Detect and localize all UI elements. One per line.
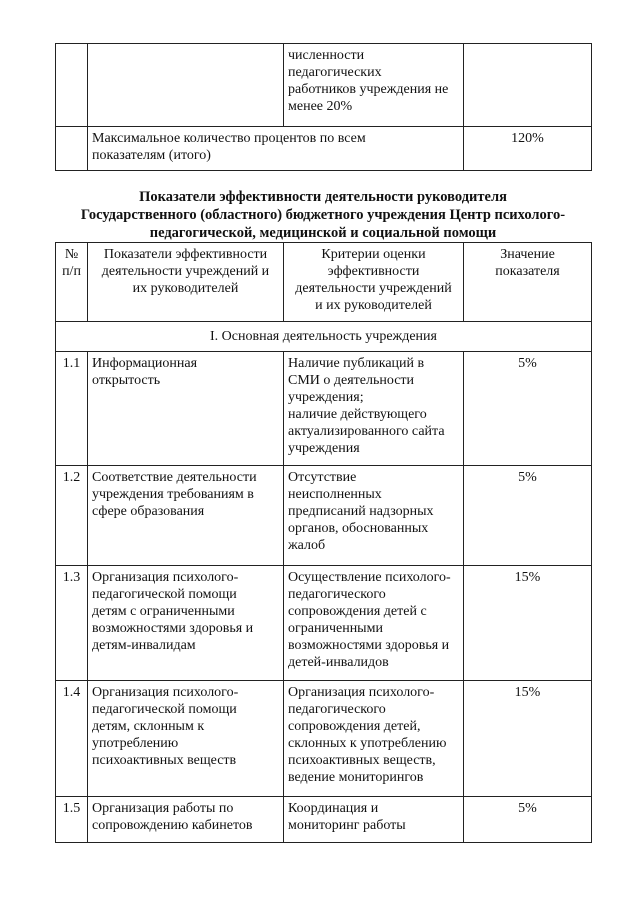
row-num: 1.1: [56, 352, 88, 466]
row-value: 5%: [464, 797, 592, 843]
cell-indicator: [88, 44, 284, 127]
cell-num: [56, 44, 88, 127]
row-criteria: Осуществление психолого- педагогического сопровождения детей с ограниченными возможностями здоровья и детей-инвалидов: [284, 566, 464, 681]
row-indicator: Организация работы по сопровождению кабинетов: [88, 797, 284, 843]
top-table: [55, 43, 592, 171]
row-indicator: Организация психолого- педагогической помощи детям с ограниченными возможностями здоровья и детям-инвалидам: [88, 566, 284, 681]
table-row: [56, 797, 592, 843]
indicators-table: [55, 242, 592, 843]
row-indicator: Организация психолого- педагогической помощи детям, склонным к употреблению психоактивных веществ: [88, 681, 284, 797]
section-row: [56, 322, 592, 352]
header-num: № п/п: [56, 243, 88, 322]
table-row: [56, 44, 592, 127]
section-title: I. Основная деятельность учреждения: [56, 322, 592, 352]
row-value: 15%: [464, 566, 592, 681]
cell-criteria: численности педагогических работников учреждения не менее 20%: [284, 44, 464, 127]
row-num: 1.4: [56, 681, 88, 797]
row-indicator: Информационная открытость: [88, 352, 284, 466]
row-criteria: Координация и мониторинг работы: [284, 797, 464, 843]
total-label: Максимальное количество процентов по всем показателям (итого): [88, 127, 464, 171]
table-row: [56, 681, 592, 797]
row-indicator: Соответствие деятельности учреждения требованиям в сфере образования: [88, 466, 284, 566]
header-criteria: Критерии оценки эффективности деятельности учреждений и их руководителей: [284, 243, 464, 322]
cell-num: [56, 127, 88, 171]
table-row: [56, 352, 592, 466]
row-num: 1.5: [56, 797, 88, 843]
row-criteria: Отсутствие неисполненных предписаний надзорных органов, обоснованных жалоб: [284, 466, 464, 566]
cell-value: [464, 44, 592, 127]
header-value: Значение показателя: [464, 243, 592, 322]
table-row: [56, 466, 592, 566]
row-num: 1.2: [56, 466, 88, 566]
row-value: 5%: [464, 352, 592, 466]
header-indicators: Показатели эффективности деятельности учреждений и их руководителей: [88, 243, 284, 322]
row-value: 5%: [464, 466, 592, 566]
row-criteria: Организация психолого- педагогического сопровождения детей, склонных к употреблению психоактивных веществ, ведение мониторингов: [284, 681, 464, 797]
total-value: 120%: [464, 127, 592, 171]
table-row: [56, 566, 592, 681]
document-title: Показатели эффективности деятельности руководителя Государственного (областного) бюджетного учреждения Центр психолого- педагогической, медицинской и социальной помощи: [80, 189, 566, 241]
row-num: 1.3: [56, 566, 88, 681]
row-criteria: Наличие публикаций в СМИ о деятельности учреждения; наличие действующего актуализированного сайта учреждения: [284, 352, 464, 466]
table-row: [56, 127, 592, 171]
table-header-row: [56, 243, 592, 322]
row-value: 15%: [464, 681, 592, 797]
